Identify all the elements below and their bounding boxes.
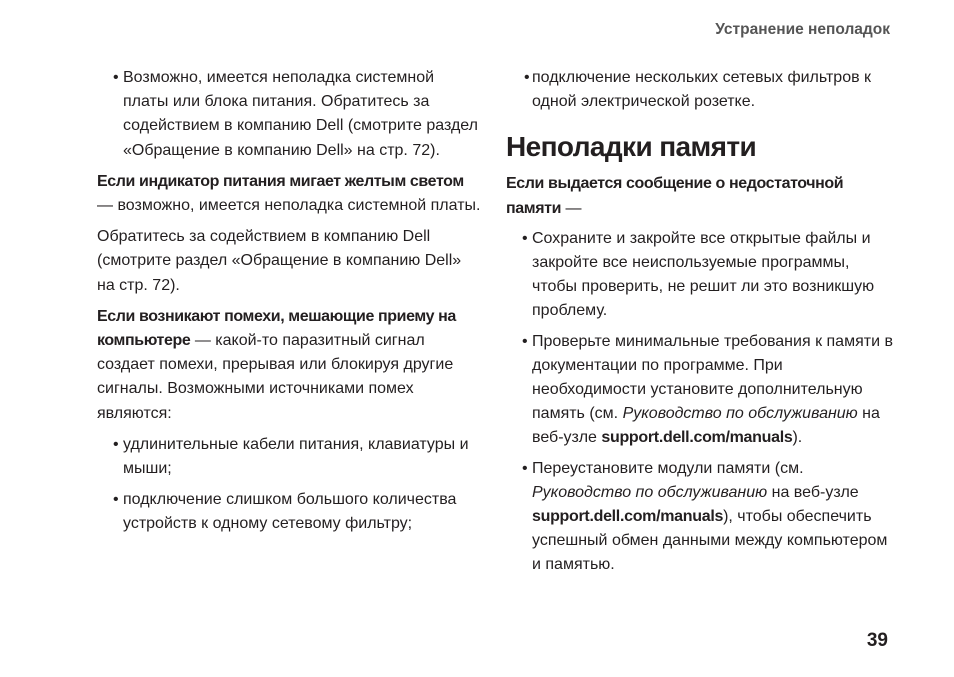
- left-column: [97, 66, 482, 537]
- bullet-text: подключение нескольких сетевых фильтров к одной электрической розетке.: [532, 69, 872, 111]
- page-number: 39: [866, 630, 888, 651]
- list-item: [506, 227, 896, 324]
- bullet-dot: •: [113, 435, 119, 453]
- list-item: [506, 330, 896, 451]
- bullet-text: удлинительные кабели питания, клавиатуры и мыши;: [123, 435, 469, 478]
- list-item: [506, 66, 896, 114]
- lead-memory-message: Если выдается сообщение о недостаточной памяти: [506, 175, 844, 217]
- paragraph-interference: [97, 305, 482, 426]
- list-item: [97, 433, 482, 481]
- manual-title: Руководство по обслуживанию: [622, 405, 858, 423]
- support-link[interactable]: support.dell.com/manuals: [532, 508, 724, 526]
- section-heading: Неполадки памяти: [506, 131, 757, 163]
- paragraph-power-indicator: [97, 170, 482, 218]
- bullet-dot: •: [113, 491, 119, 509]
- section-title: Устранение неполадок: [715, 21, 890, 38]
- lead-power-indicator: Если индикатор питания мигает желтым светом: [97, 172, 464, 190]
- bullet-dot: •: [522, 332, 528, 350]
- list-item: [97, 66, 482, 163]
- bullet-text: на веб-узле: [532, 405, 880, 447]
- bullet-text: на веб-узле: [767, 483, 859, 501]
- bullet-dot: •: [522, 459, 528, 477]
- right-column: [506, 66, 896, 578]
- list-item: [506, 457, 896, 578]
- bullet-text: подключение слишком большого количества устройств к одному сетевому фильтру;: [123, 491, 457, 533]
- paragraph-text: — какой-то паразитный сигнал создает помехи, прерывая или блокируя другие сигналы. Возможными источниками помех являются:: [97, 332, 454, 422]
- manual-title: Руководство по обслуживанию: [532, 483, 768, 501]
- list-item: [97, 488, 482, 536]
- bullet-text: ), чтобы обеспечить успешный обмен данными между компьютером и памятью.: [532, 508, 888, 574]
- bullet-dot: •: [522, 229, 528, 247]
- paragraph-text: — возможно, имеется неполадка системной платы.: [97, 197, 481, 215]
- paragraph-memory-lead: [506, 172, 896, 220]
- lead-dash: —: [561, 199, 582, 217]
- bullet-dot: •: [524, 69, 530, 86]
- bullet-text: Сохраните и закройте все открытые файлы и закройте все неиспользуемые программы, чтобы проверить, не решит ли это возникшую проблему.: [532, 229, 875, 320]
- bullet-dot: •: [113, 69, 119, 86]
- support-link[interactable]: support.dell.com/manuals: [601, 429, 793, 447]
- bullet-text: Возможно, имеется неполадка системной платы или блока питания. Обратитесь за содействием в компанию Dell (смотрите раздел «Обращение в компанию Dell» на стр. 72).: [123, 69, 478, 159]
- bullet-text: Переустановите модули памяти (см.: [532, 459, 804, 477]
- bullet-text: Проверьте минимальные требования к памяти в документации по программе. При необходимости установите дополнительную память (см.: [532, 332, 893, 423]
- paragraph-contact-dell: Обратитесь за содействием в компанию Dell (смотрите раздел «Обращение в компанию Dell» на стр. 72).: [97, 228, 462, 294]
- lead-interference: Если возникают помехи, мешающие приему на компьютере: [97, 307, 456, 350]
- bullet-text: ).: [792, 429, 803, 447]
